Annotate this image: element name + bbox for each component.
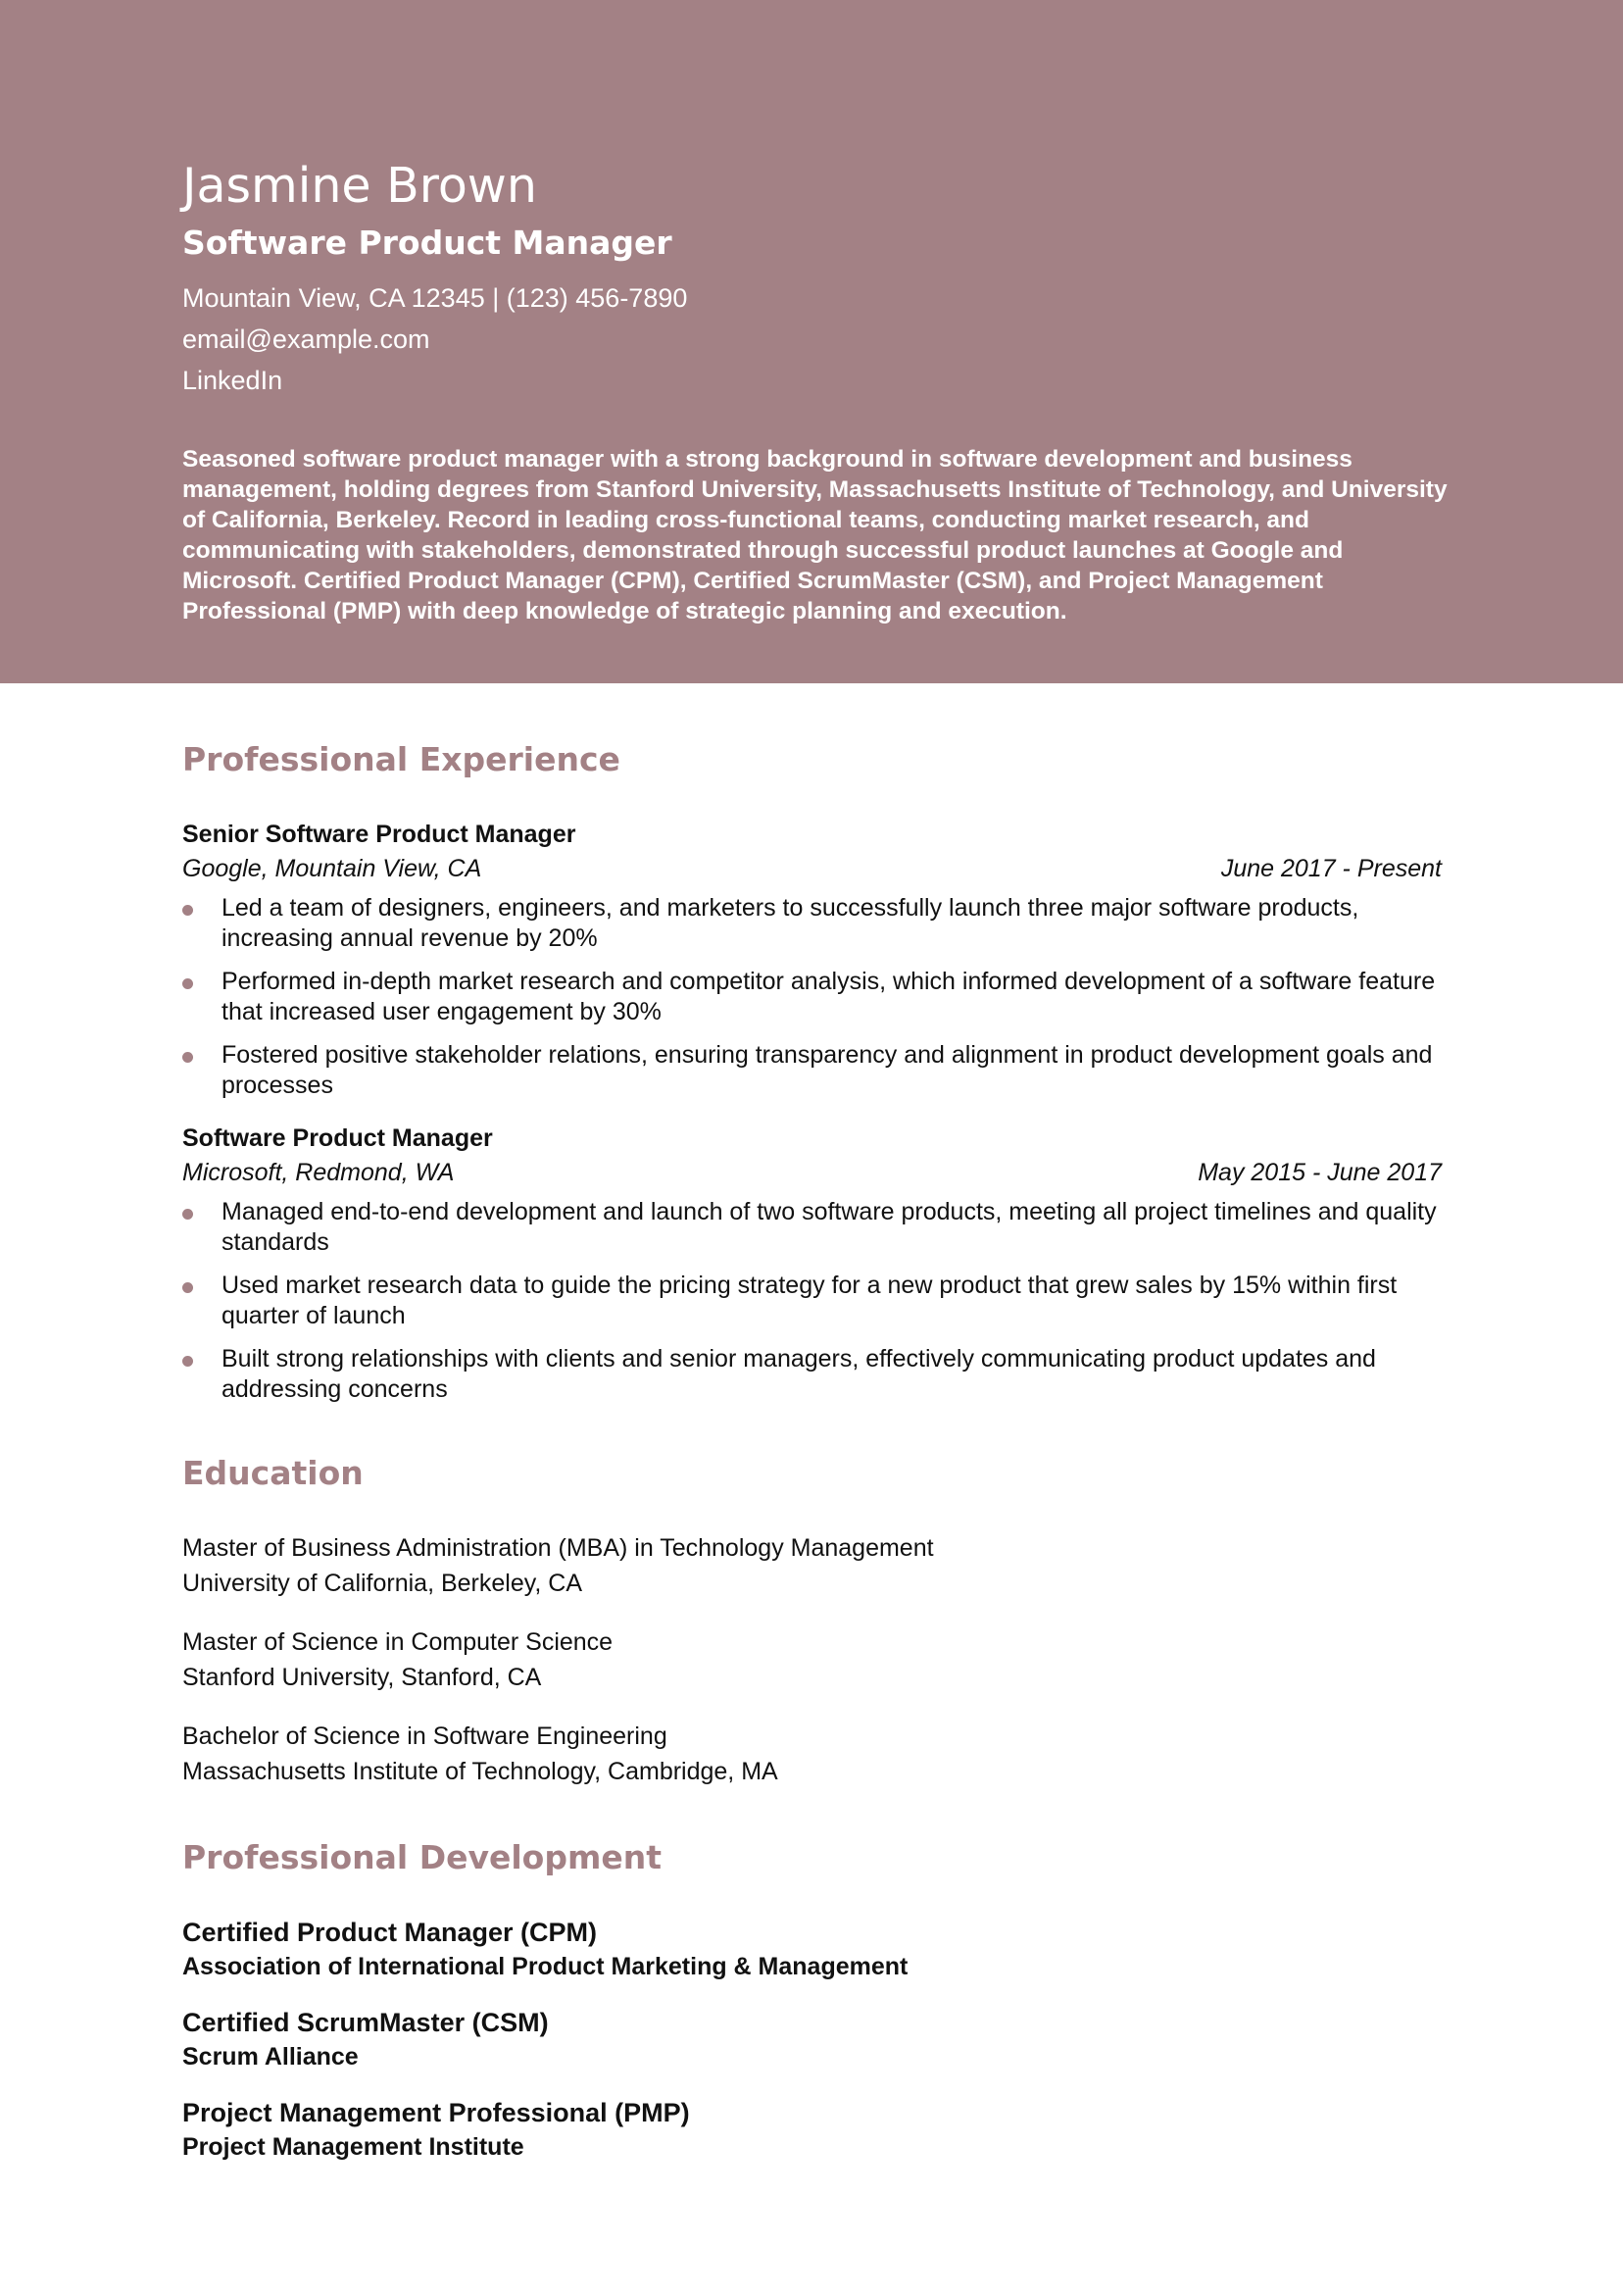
bullet-dot-icon — [182, 978, 193, 989]
section-title-education: Education — [182, 1454, 364, 1492]
bullet-text: Fostered positive stakeholder relations, ensuring transparency and alignment in product development goals and processes — [221, 1041, 1433, 1099]
certification-name: Project Management Professional (PMP) — [182, 2098, 690, 2127]
bullet-item — [182, 893, 1442, 954]
bullet-item — [182, 1040, 1442, 1101]
section-development — [182, 1828, 1442, 2164]
job-company: Microsoft, Redmond, WA — [182, 1159, 455, 1186]
education-school: Stanford University, Stanford, CA — [182, 1664, 542, 1691]
certification-name: Certified Product Manager (CPM) — [182, 1918, 598, 1947]
certification-item — [182, 1915, 1442, 1983]
section-title-development: Professional Development — [182, 1838, 663, 1876]
summary: Seasoned software product manager with a strong background in software development and business management, holding degrees from Stanford University, Massachusetts Institute of Technology, and University of California, Berkeley. Record in leading cross-functional teams, conducting market research, and communicating with stakeholders, demonstrated through successful product launches at Google and Microsoft. Certified Product Manager (CPM), Certified ScrumMaster (CSM), and Project Management Professional (PMP) with deep knowledge of strategic planning and execution. — [182, 446, 1448, 624]
bullet-text: Led a team of designers, engineers, and marketers to successfully launch three major software products, increasing annual revenue by 20% — [221, 894, 1359, 952]
contact-linkedin[interactable]: LinkedIn — [182, 366, 283, 395]
bullet-text: Built strong relationships with clients and senior managers, effectively communicating product updates and addressing concerns — [221, 1345, 1376, 1403]
bullet-item — [182, 967, 1442, 1027]
job-title: Senior Software Product Manager — [182, 821, 576, 848]
bullet-dot-icon — [182, 1052, 193, 1063]
bullet-dot-icon — [182, 1209, 193, 1220]
header-banner — [0, 0, 1623, 683]
education-degree: Master of Business Administration (MBA) in Technology Management — [182, 1534, 934, 1562]
bullet-item — [182, 1197, 1442, 1258]
bullet-text: Used market research data to guide the pricing strategy for a new product that grew sales by 15% within first quarter of launch — [221, 1272, 1398, 1329]
certification-org: Association of International Product Marketing & Management — [182, 1953, 909, 1980]
certification-org: Scrum Alliance — [182, 2043, 359, 2071]
bullet-text: Performed in-depth market research and competitor analysis, which informed development of a software feature that increased user engagement by 30% — [221, 968, 1436, 1025]
education-school: University of California, Berkeley, CA — [182, 1570, 583, 1597]
contact-location-phone: Mountain View, CA 12345 | (123) 456-7890 — [182, 283, 688, 313]
job-company: Google, Mountain View, CA — [182, 855, 482, 882]
job-meta — [182, 1156, 1442, 1189]
education-degree: Master of Science in Computer Science — [182, 1628, 614, 1656]
section-experience — [182, 730, 1442, 1405]
job-title: Software Product Manager — [182, 1124, 493, 1152]
certification-item — [182, 2095, 1442, 2164]
candidate-role: Software Product Manager — [182, 224, 672, 262]
certification-org: Project Management Institute — [182, 2133, 524, 2161]
section-title-experience: Professional Experience — [182, 740, 620, 778]
certification-name: Certified ScrumMaster (CSM) — [182, 2008, 549, 2037]
bullet-item — [182, 1271, 1442, 1331]
resume-body — [182, 730, 1442, 2203]
bullet-item — [182, 1344, 1442, 1405]
bullet-dot-icon — [182, 1356, 193, 1367]
bullet-dot-icon — [182, 905, 193, 916]
job-bullets — [182, 1197, 1442, 1405]
education-school: Massachusetts Institute of Technology, Cambridge, MA — [182, 1758, 778, 1785]
job-dates: May 2015 - June 2017 — [1198, 1159, 1442, 1186]
education-item — [182, 1624, 1442, 1695]
bullet-dot-icon — [182, 1282, 193, 1293]
section-education — [182, 1444, 1442, 1789]
job-bullets — [182, 893, 1442, 1101]
education-degree: Bachelor of Science in Software Engineering — [182, 1722, 667, 1750]
job-entry — [182, 817, 1442, 1101]
contact-email[interactable]: email@example.com — [182, 324, 430, 354]
certification-item — [182, 2005, 1442, 2073]
education-item — [182, 1719, 1442, 1789]
education-item — [182, 1530, 1442, 1601]
job-meta — [182, 852, 1442, 885]
bullet-text: Managed end-to-end development and launch of two software products, meeting all project timelines and quality standards — [221, 1198, 1437, 1256]
job-entry — [182, 1121, 1442, 1405]
header-content — [182, 152, 1456, 626]
job-dates: June 2017 - Present — [1220, 855, 1442, 882]
candidate-name: Jasmine Brown — [182, 158, 537, 214]
